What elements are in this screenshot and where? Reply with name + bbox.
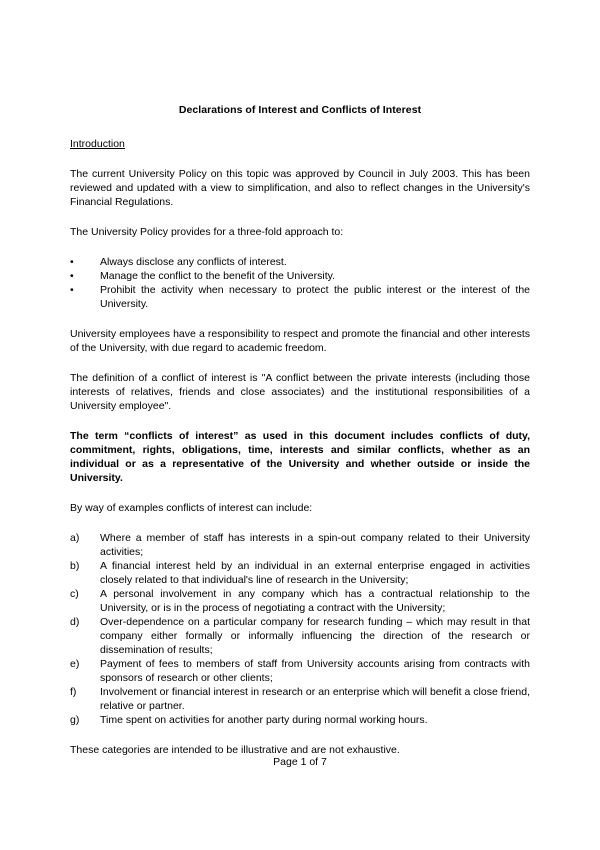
list-item-text: Where a member of staff has interests in a spin-out company related to their University activities; — [100, 532, 530, 558]
section-heading-introduction — [70, 137, 530, 151]
list-item — [70, 713, 530, 727]
list-item-text: Prohibit the activity when necessary to protect the public interest or the interest of the University. — [100, 284, 530, 310]
list-item-marker: e) — [70, 658, 80, 670]
list-item-text: Always disclose any conflicts of interest. — [100, 256, 287, 268]
page-footer: Page 1 of 7 — [273, 756, 327, 768]
list-item-text: Over-dependence on a particular company for research funding – which may result in that company either formally or informally influencing the direction of the research or dissemination of results; — [100, 616, 530, 656]
intro-paragraph: The current University Policy on this topic was approved by Council in July 2003. This has been reviewed and updated with a view to simplification, and also to reflect changes in the University's Financial Regulations. — [70, 168, 530, 208]
list-item — [70, 283, 530, 311]
bullet-icon: • — [70, 256, 74, 268]
examples-lead-in: By way of examples conflicts of interest can include: — [70, 502, 313, 514]
list-item — [70, 255, 530, 269]
responsibility-paragraph: University employees have a responsibility to respect and promote the financial and other interests of the University, with due regard to academic freedom. — [70, 328, 530, 354]
list-item — [70, 657, 530, 685]
list-item-text: Payment of fees to members of staff from University accounts arising from contracts with sponsors of research or other clients; — [100, 658, 530, 684]
list-item-text: Time spent on activities for another party during normal working hours. — [100, 714, 428, 726]
page-title: Declarations of Interest and Conflicts of Interest — [178, 104, 422, 116]
list-item-marker: g) — [70, 714, 80, 726]
list-item — [70, 559, 530, 587]
examples-lettered-list — [70, 531, 530, 727]
list-item-text: Involvement or financial interest in research or an enterprise which will benefit a close friend, relative or partner. — [100, 686, 530, 712]
list-item-text: A personal involvement in any company which has a contractual relationship to the University, or is in the process of negotiating a contract with the University; — [100, 588, 530, 614]
list-item-marker: d) — [70, 616, 80, 628]
term-definition-paragraph: The term “conflicts of interest” as used in this document includes conflicts of duty, commitment, rights, obligations, time, interests and similar conflicts, whether as an individual or as a representative of the University and whether outside or inside the University. — [70, 430, 530, 484]
list-item — [70, 685, 530, 713]
bullet-icon: • — [70, 270, 74, 282]
section-heading-label: Introduction — [70, 138, 125, 150]
list-item-marker: f) — [70, 686, 77, 698]
list-item — [70, 587, 530, 615]
closing-paragraph: These categories are intended to be illustrative and are not exhaustive. — [70, 744, 400, 756]
list-item-marker: c) — [70, 588, 79, 600]
list-item-text: Manage the conflict to the benefit of the University. — [100, 270, 336, 282]
approach-lead-in: The University Policy provides for a three-fold approach to: — [70, 226, 344, 238]
list-item — [70, 615, 530, 657]
list-item — [70, 269, 530, 283]
document-body — [70, 103, 530, 757]
list-item-marker: b) — [70, 560, 80, 572]
bullet-icon: • — [70, 284, 74, 296]
approach-bullet-list — [70, 255, 530, 311]
list-item — [70, 531, 530, 559]
list-item-text: A financial interest held by an individual in an external enterprise engaged in activities closely related to that individual's line of research in the University; — [100, 560, 530, 586]
list-item-marker: a) — [70, 532, 80, 544]
definition-paragraph: The definition of a conflict of interest is "A conflict between the private interests (including those interests of relatives, friends and close associates) and the institutional responsibilities of a University employee". — [70, 372, 530, 412]
